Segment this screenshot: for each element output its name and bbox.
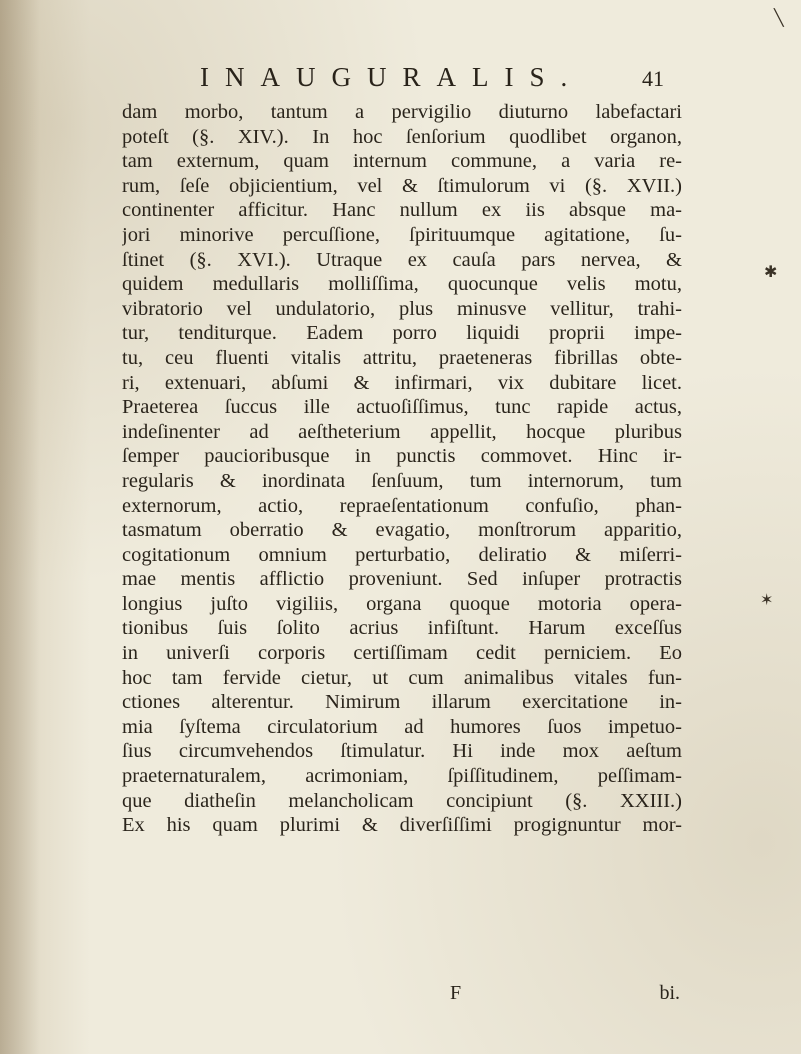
text-line: tasmatum oberratio & evagatio, monſtrorum apparitio, bbox=[122, 519, 682, 542]
text-line: praeternaturalem, acrimoniam, ſpiſſitudinem, peſſimam- bbox=[122, 765, 682, 788]
text-line: ſius circumvehendos ſtimulatur. Hi inde mox aeſtum bbox=[122, 740, 682, 763]
text-line: Praeterea ſuccus ille actuoſiſſimus, tunc rapide actus, bbox=[122, 396, 682, 419]
text-line: in univerſi corporis certiſſimam cedit perniciem. Eo bbox=[122, 642, 682, 665]
text-line: jori minorive percuſſione, ſpirituumque agitatione, ſu- bbox=[122, 223, 682, 246]
page-footer bbox=[120, 982, 680, 1006]
text-line: rum, ſeſe objicientium, vel & ſtimulorum vi (§. XVII.) bbox=[122, 174, 682, 197]
text-line: ri, extenuari, abſumi & infirmari, vix dubitare licet. bbox=[122, 371, 682, 394]
text-line: externorum, actio, repraeſentationum confuſio, phan- bbox=[122, 494, 682, 517]
text-line: quidem medullaris molliſſima, quocunque velis motu, bbox=[122, 273, 682, 296]
text-line: ſtinet (§. XVI.). Utraque ex cauſa pars nervea, & bbox=[122, 248, 682, 271]
running-head: INAUGURALIS. bbox=[200, 62, 584, 92]
text-line: mia ſyſtema circulatorium ad humores ſuos impetuo- bbox=[122, 715, 682, 738]
text-line: indeſinenter ad aeſtheterium appellit, hocque pluribus bbox=[122, 420, 682, 443]
text-line: ſemper paucioribusque in punctis commovet. Hinc ir- bbox=[122, 445, 682, 468]
text-line: poteſt (§. XIV.). In hoc ſenſorium quodlibet organon, bbox=[122, 125, 682, 148]
page-number: 41 bbox=[642, 66, 664, 91]
text-line: ctiones alterentur. Nimirum illarum exercitatione in- bbox=[122, 691, 682, 714]
text-line: tu, ceu fluenti vitalis attritu, praeteneras fibrillas obte- bbox=[122, 346, 682, 369]
binding-shadow bbox=[0, 0, 40, 1054]
signature-mark: F bbox=[450, 982, 462, 1004]
text-line: tionibus ſuis ſolito acrius infiſtunt. Harum exceſſus bbox=[122, 617, 682, 640]
catchword: bi. bbox=[659, 982, 680, 1004]
margin-speck: ✱ bbox=[764, 264, 778, 281]
text-line: hoc tam fervide cietur, ut cum animalibus vitales fun- bbox=[122, 666, 682, 689]
text-line: Ex his quam plurimi & diverſiſſimi progignuntur mor- bbox=[122, 814, 682, 837]
page-header bbox=[0, 62, 801, 98]
text-line: que diatheſin melancholicam concipiunt (§. XXIII.) bbox=[122, 789, 682, 812]
text-line: tur, tenditurque. Eadem porro liquidi proprii impe- bbox=[122, 322, 682, 345]
text-line: regularis & inordinata ſenſuum, tum internorum, tum bbox=[122, 469, 682, 492]
body-text bbox=[122, 100, 682, 838]
text-line: cogitationum omnium perturbatio, deliratio & miſerri- bbox=[122, 543, 682, 566]
text-line: longius juſto vigiliis, organa quoque motoria opera- bbox=[122, 592, 682, 615]
text-line: continenter afficitur. Hanc nullum ex iis absque ma- bbox=[122, 199, 682, 222]
text-line: mae mentis afflictio proveniunt. Sed inſuper protractis bbox=[122, 568, 682, 591]
text-line: vibratorio vel undulatorio, plus minusve vellitur, trahi- bbox=[122, 297, 682, 320]
text-line: dam morbo, tantum a pervigilio diuturno labefactari bbox=[122, 101, 682, 123]
text-line: tam externum, quam internum commune, a varia re- bbox=[122, 150, 682, 173]
margin-speck: ╲ bbox=[774, 10, 784, 27]
margin-speck: ✶ bbox=[760, 592, 774, 609]
